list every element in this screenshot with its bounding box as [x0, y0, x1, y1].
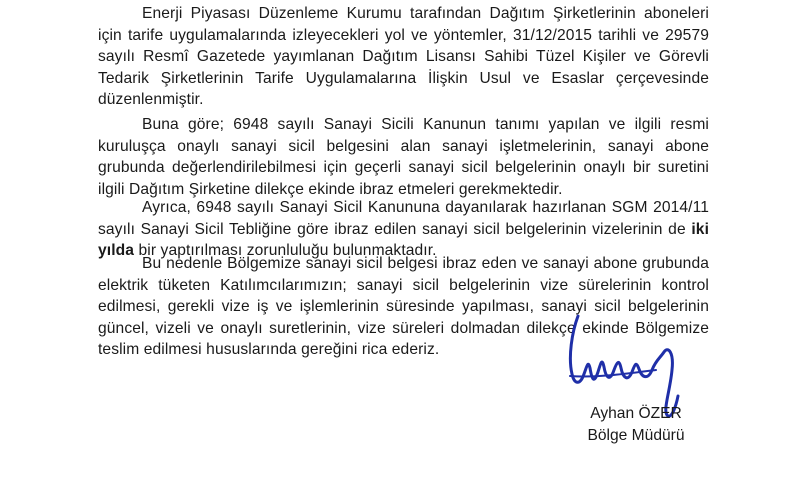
signatory-name: Ayhan ÖZER	[590, 405, 682, 422]
visa-period-bold: iki yılda	[98, 220, 709, 260]
signatory-title: Bölge Müdürü	[587, 427, 685, 444]
paragraph-requirement: Buna göre; 6948 sayılı Sanayi Sicili Kanunun tanımı yapılan ve ilgili resmi kuruluşça onaylı sanayi sicil belgesini alan sanayi işletmelerinin, sanayi abone grubunda değerlendirilebilmesi için geçerli sanayi sicil belgelerinin onaylı bir suretini ilgili Dağıtım Şirketine dilekçe ekinde ibraz etmeleri gerekmektedir.	[98, 116, 709, 198]
visa-text-end: bir yaptırılması zorunluluğu bulunmaktadır.	[134, 242, 437, 260]
paragraph-request: Bu nedenle Bölgemize sanayi sicil belgesi ibraz eden ve sanayi abone grubunda elektrik tüketen Katılımcılarımızın; sanayi sicil belgelerinin vize sürelerinin kontrol edilmesi, gerekli vize iş ve işlemlerinin süresinde yapılması, sanayi sicil belgelerinin güncel, vizeli ve onaylı suretlerinin, vize süreleri dolmadan dilekçe ekinde Bölgemize teslim edilmesi hususlarında gereğini rica ederiz.	[98, 255, 709, 359]
paragraph-regulation: Enerji Piyasası Düzenleme Kurumu tarafından Dağıtım Şirketlerinin aboneleri için tarife uygulamalarında izleyecekleri yol ve yöntemler, 31/12/2015 tarihli ve 29579 sayılı Resmî Gazetede yayımlanan Dağıtım Lisansı Sahibi Tüzel Kişiler ve Görevli Tedarik Şirketlerinin Tarife Uygulamalarına İlişkin Usul ve Esaslar çerçevesinde düzenlenmiştir.	[98, 5, 709, 109]
signature-block	[566, 403, 706, 447]
visa-text-start: Ayrıca, 6948 sayılı Sanayi Sicil Kanununa dayanılarak hazırlanan SGM 2014/11 sayılı Sanayi Sicil Tebliğine göre ibraz edilen sanayi sicil belgelerinin vizelerinin de	[98, 199, 709, 238]
